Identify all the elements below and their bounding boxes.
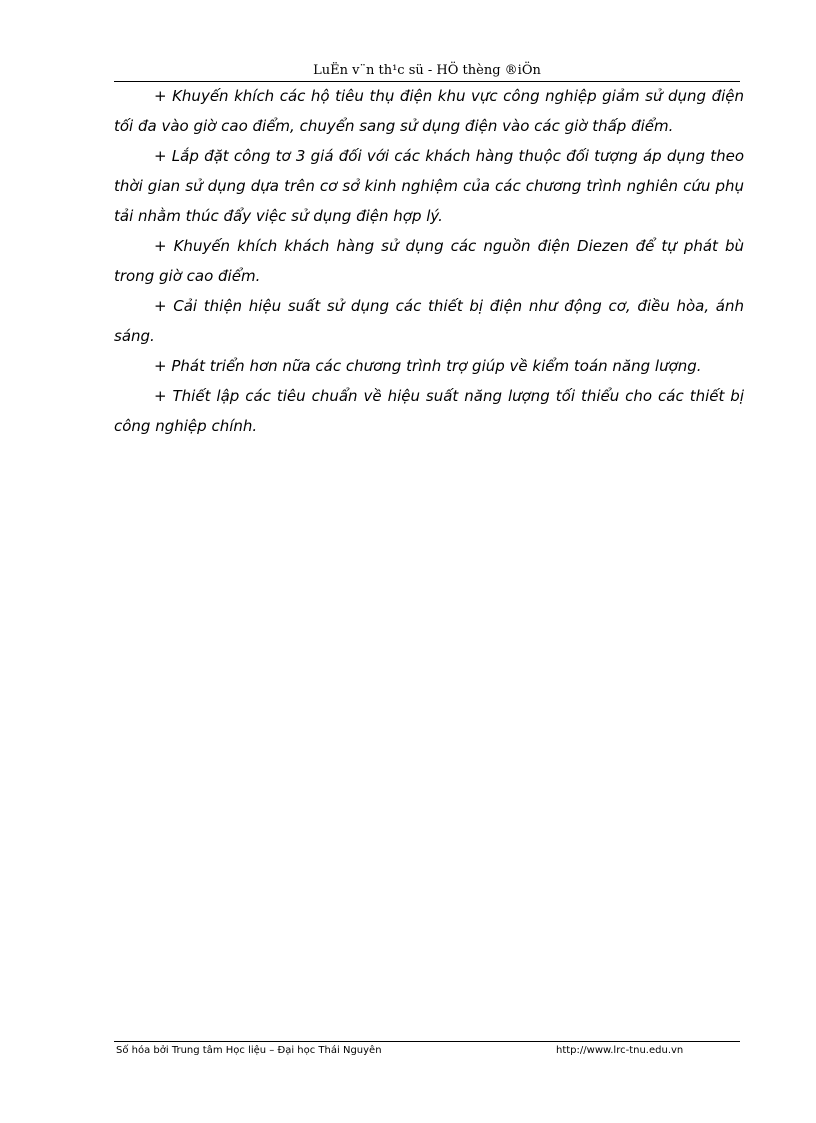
paragraph: + Thiết lập các tiêu chuẩn về hiệu suất năng lượng tối thiểu cho các thiết bị công nghiệp chính.	[114, 387, 744, 435]
footer-divider	[114, 1041, 740, 1042]
footer-source-text: Số hóa bởi Trung tâm Học liệu – Đại học Thái Nguyên	[116, 1045, 382, 1056]
footer-url: http://www.lrc-tnu.edu.vn	[556, 1045, 684, 1056]
paragraph: + Lắp đặt công tơ 3 giá đối với các khách hàng thuộc đối tượng áp dụng theo thời gian sử dụng dựa trên cơ sở kinh nghiệm của các chương trình nghiên cứu phụ tải nhằm thúc đẩy việc sử dụng điện hợp lý.	[114, 147, 744, 225]
paragraph: + Cải thiện hiệu suất sử dụng các thiết bị điện như động cơ, điều hòa, ánh sáng.	[114, 297, 744, 345]
paragraph: + Phát triển hơn nữa các chương trình trợ giúp về kiểm toán năng lượng.	[154, 357, 702, 375]
document-body	[114, 81, 744, 441]
paragraph: + Khuyến khích khách hàng sử dụng các nguồn điện Diezen để tự phát bù trong giờ cao điểm.	[114, 237, 744, 285]
page-header-title: LuËn v¨n th¹c sü - HÖ thèng ®iÖn	[313, 63, 541, 78]
paragraph: + Khuyến khích các hộ tiêu thụ điện khu vực công nghiệp giảm sử dụng điện tối đa vào giờ cao điểm, chuyển sang sử dụng điện vào các giờ thấp điểm.	[114, 87, 744, 135]
